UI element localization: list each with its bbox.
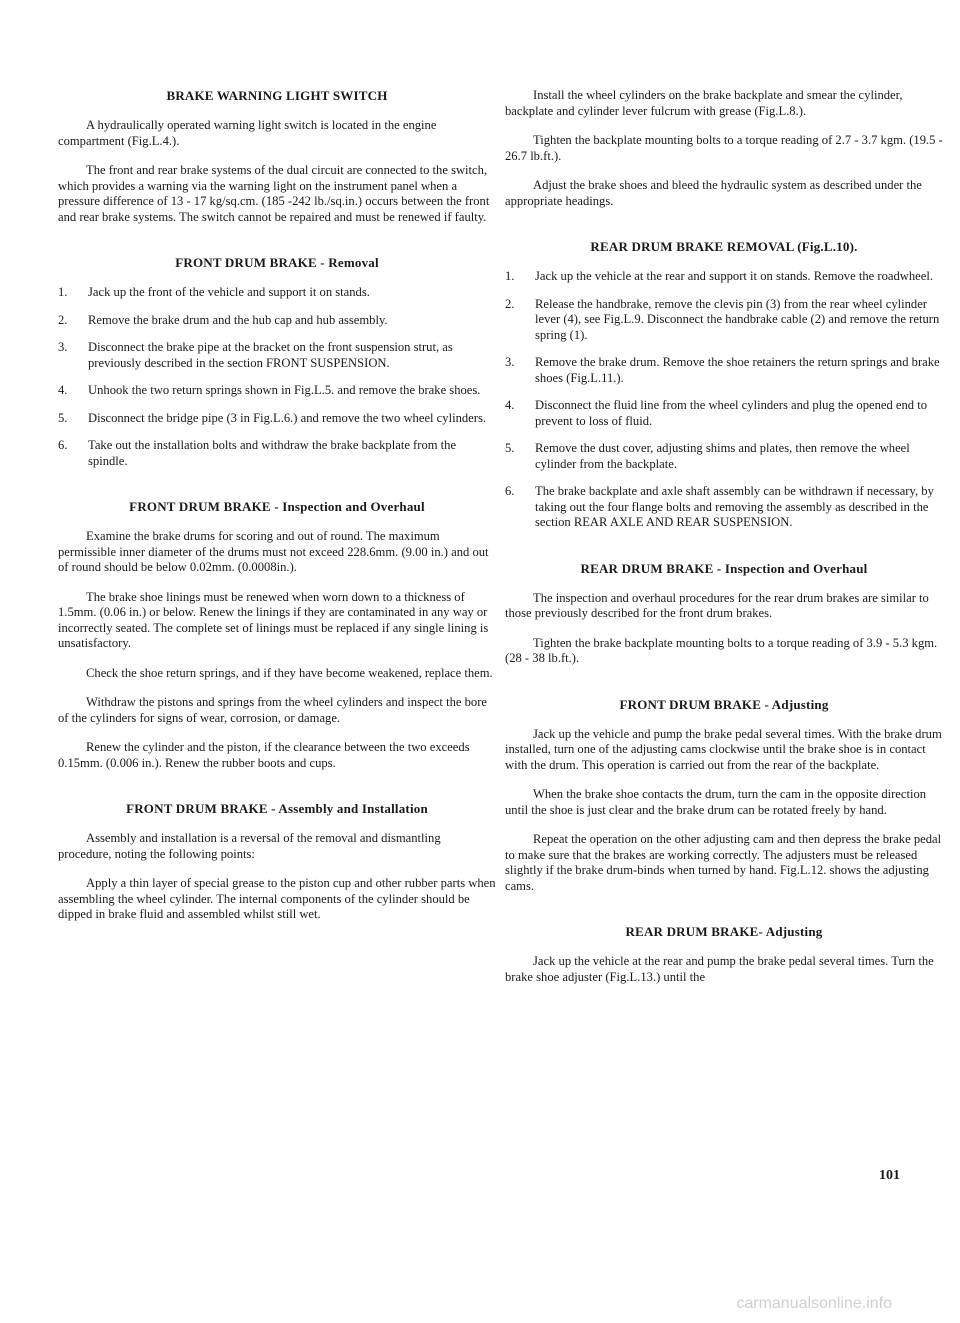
list-item: 5. Disconnect the bridge pipe (3 in Fig.L.6.) and remove the two wheel cylinders. xyxy=(58,410,486,425)
watermark: carmanualsonline.info xyxy=(736,1295,892,1312)
paragraph: Renew the cylinder and the piston, if the clearance between the two exceeds 0.15mm. (0.006 in.). Renew the rubber boots and cups. xyxy=(58,740,470,770)
section-heading: FRONT DRUM BRAKE - Assembly and Installation xyxy=(126,801,428,816)
section-heading: REAR DRUM BRAKE- Adjusting xyxy=(625,924,823,939)
list-item: 1. Jack up the vehicle at the rear and support it on stands. Remove the roadwheel. xyxy=(505,269,933,283)
paragraph: Jack up the vehicle and pump the brake pedal several times. With the brake drum installed, turn one of the adjusting cams clockwise until the brake shoe is in contact with the drum. This operation is carried out from the rear of the backplate. xyxy=(505,726,942,772)
numbered-list xyxy=(58,285,496,469)
paragraph: The brake shoe linings must be renewed when worn down to a thickness of 1.5mm. (0.06 in.) or below. Renew the linings if they are contaminated in any way or incorrectly seated. The complete set of linings must be replaced if any single lining is unsatisfactory. xyxy=(58,589,489,650)
list-item: 2. Remove the brake drum and the hub cap and hub assembly. xyxy=(58,312,388,327)
paragraph: The front and rear brake systems of the dual circuit are connected to the switch, which provides a warning via the warning light on the instrument panel when a pressure difference of 13 - 17 kg/sq.cm. (185 -242 lb./sq.in.) occurs between the front and rear brake systems. The switch cannot be repaired and must be renewed if faulty. xyxy=(58,163,490,224)
section-heading: REAR DRUM BRAKE REMOVAL (Fig.L.10). xyxy=(590,239,858,254)
section-heading: FRONT DRUM BRAKE - Removal xyxy=(175,255,379,270)
paragraph: Jack up the vehicle at the rear and pump the brake pedal several times. Turn the brake shoe adjuster (Fig.L.13.) until the xyxy=(505,954,934,984)
paragraph: A hydraulically operated warning light switch is located in the engine compartment (Fig.L.4.). xyxy=(58,118,437,148)
paragraph: Examine the brake drums for scoring and out of round. The maximum permissible inner diameter of the drums must not exceed 228.6mm. (9.00 in.) and out of round should be below 0.02mm. (0.0008in.). xyxy=(58,529,489,574)
section-heading: FRONT DRUM BRAKE - Inspection and Overhaul xyxy=(129,499,425,514)
right-column xyxy=(505,88,943,999)
list-item: 4. Unhook the two return springs shown in Fig.L.5. and remove the brake shoes. xyxy=(58,383,481,397)
section-heading: FRONT DRUM BRAKE - Adjusting xyxy=(619,696,829,712)
paragraph: Tighten the brake backplate mounting bolts to a torque reading of 3.9 - 5.3 kgm. (28 - 38 lb.ft.). xyxy=(505,635,938,665)
paragraph: Check the shoe return springs, and if they have become weakened, replace them. xyxy=(86,665,493,680)
list-item: 4. Disconnect the fluid line from the wheel cylinders and plug the opened end to prevent to loss of fluid. xyxy=(505,398,928,428)
paragraph: Install the wheel cylinders on the brake backplate and smear the cylinder, backplate and cylinder lever fulcrum with grease (Fig.L.8.). xyxy=(505,88,903,118)
paragraph: Tighten the backplate mounting bolts to a torque reading of 2.7 - 3.7 kgm. (19.5 - 26.7 lb.ft.). xyxy=(505,133,943,163)
paragraph: Apply a thin layer of special grease to the piston cup and other rubber parts when assembling the wheel cylinder. The internal components of the cylinder should be dipped in brake fluid and assembled whilst still wet. xyxy=(58,876,496,921)
section-heading: REAR DRUM BRAKE - Inspection and Overhaul xyxy=(580,560,868,576)
paragraph: Assembly and installation is a reversal of the removal and dismantling procedure, noting the following points: xyxy=(58,831,441,861)
list-item: 5. Remove the dust cover, adjusting shims and plates, then remove the wheel cylinder from the backplate. xyxy=(505,441,910,471)
list-item: 6. Take out the installation bolts and withdraw the brake backplate from the spindle. xyxy=(58,438,457,468)
paragraph: The inspection and overhaul procedures for the rear drum brakes are similar to those previously described for the front drum brakes. xyxy=(505,590,929,620)
list-item: 6. The brake backplate and axle shaft assembly can be withdrawn if necessary, by taking out the four flange bolts and removing the assembly as described in the section REAR AXLE AND REAR SUSPENSION. xyxy=(505,484,934,529)
list-item: 3. Disconnect the brake pipe at the bracket on the front suspension strut, as previously described in the section FRONT SUSPENSION. xyxy=(58,340,453,370)
paragraph: When the brake shoe contacts the drum, turn the cam in the opposite direction until the shoe is just clear and the brake drum can be rotated freely by hand. xyxy=(505,787,927,817)
page-number: 101 xyxy=(879,1168,900,1183)
paragraph: Repeat the operation on the other adjusting cam and then depress the brake pedal to make sure that the brakes are working correctly. The adjusters must be released slightly if the brake drum-binds when turned by hand. Fig.L.12. shows the adjusting cams. xyxy=(505,832,942,893)
list-item: 2. Release the handbrake, remove the clevis pin (3) from the rear wheel cylinder lever (4), see Fig.L.9. Disconnect the handbrake cable (2) and remove the return spring (1). xyxy=(505,296,940,342)
paragraph: Adjust the brake shoes and bleed the hydraulic system as described under the appropriate headings. xyxy=(505,178,922,208)
left-column xyxy=(58,88,496,937)
paragraph: Withdraw the pistons and springs from the wheel cylinders and inspect the bore of the cylinders for signs of wear, corrosion, or damage. xyxy=(58,695,487,725)
numbered-list xyxy=(505,269,943,531)
list-item: 3. Remove the brake drum. Remove the shoe retainers the return springs and brake shoes (Fig.L.11.). xyxy=(505,355,940,385)
list-item: 1. Jack up the front of the vehicle and support it on stands. xyxy=(58,285,370,299)
section-heading: BRAKE WARNING LIGHT SWITCH xyxy=(166,88,388,103)
